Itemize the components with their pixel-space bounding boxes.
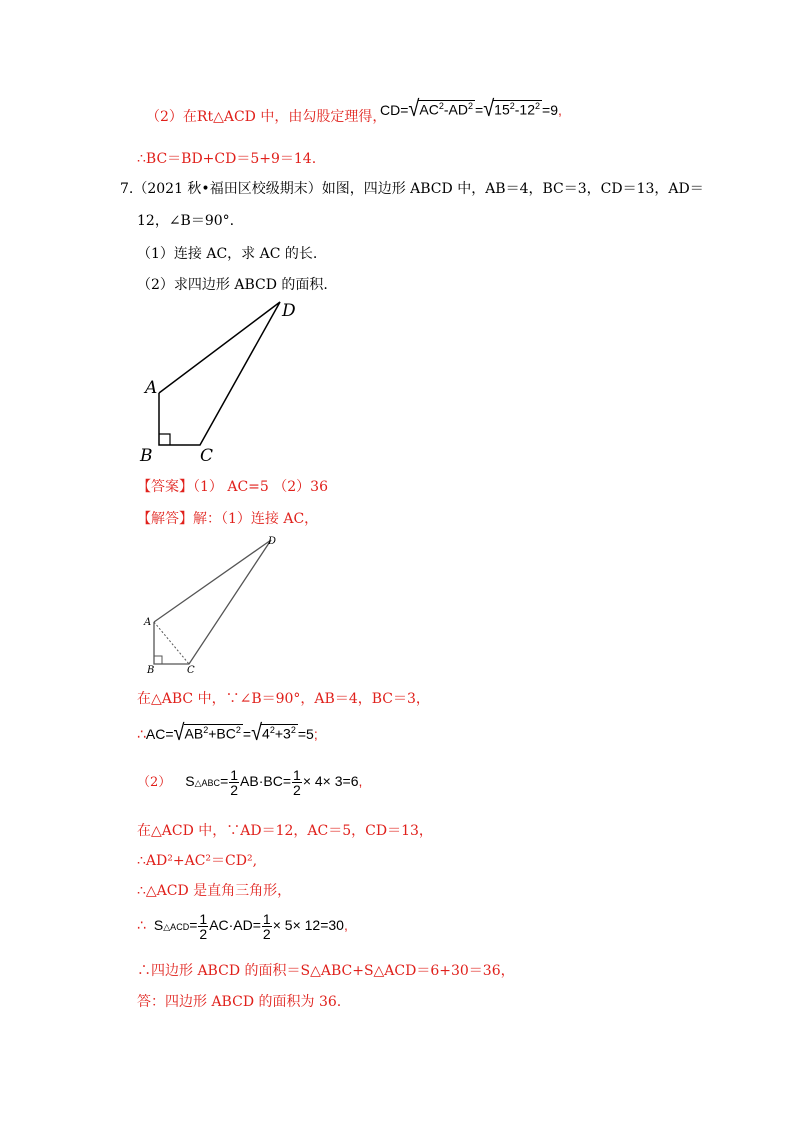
- figure-outline: [154, 540, 271, 664]
- answer-text: （1） AC=5 （2）36: [193, 479, 328, 495]
- fraction-numerator: 1: [293, 767, 301, 783]
- formula-text: AB: [184, 726, 204, 742]
- fraction-numerator: 1: [199, 911, 208, 927]
- solution-step-text: 在△ABC 中，∵∠B＝90°，AB＝4，BC＝3，: [137, 691, 430, 707]
- fraction-half: [262, 912, 272, 941]
- solution-head: [137, 510, 318, 528]
- right-angle-mark: [154, 656, 162, 664]
- formula-text: +BC: [208, 726, 236, 742]
- formula-text: -12: [514, 102, 535, 118]
- fraction-denominator: 2: [293, 782, 301, 798]
- fraction-half: [198, 912, 208, 941]
- formula-exp: 2: [203, 725, 209, 736]
- formula-exp: 2: [269, 725, 275, 736]
- formula-text: =5: [297, 726, 314, 742]
- question-subpart: （1）连接 AC，求 AC 的长.: [137, 246, 318, 262]
- formula-text: -AD: [443, 102, 468, 118]
- solution-step-text: （2）在Rt△ACD 中，由勾股定理得，: [146, 109, 387, 125]
- fraction-numerator: 1: [262, 911, 271, 927]
- diagonal-ac: [154, 622, 189, 664]
- vertex-label-b: B: [140, 446, 153, 466]
- formula-text: S: [185, 773, 195, 790]
- formula-text: =: [475, 102, 484, 118]
- formula-text: CD=: [380, 102, 409, 118]
- solution-step-text: ∴AD²+AC²＝CD²,: [137, 853, 258, 869]
- formula-text: =: [189, 917, 198, 934]
- formula-area-abc: [137, 768, 362, 797]
- fraction-numerator: 1: [230, 767, 239, 783]
- formula-text: 15: [494, 102, 510, 118]
- quadrilateral-figure-with-diagonal: [135, 530, 285, 680]
- solution-step-text: ∴△ACD 是直角三角形，: [137, 883, 292, 899]
- final-answer-text: 答：四边形 ABCD 的面积为 36.: [137, 994, 342, 1010]
- vertex-label-b: B: [147, 665, 155, 676]
- formula-ac: $\therefore AC=√AB^2+BC^2 =√4^2+3^2 =5$;: [137, 720, 318, 746]
- fraction-denominator: 2: [262, 926, 271, 942]
- vertex-label-d: D: [268, 536, 277, 547]
- formula-text: AC·AD=: [209, 917, 261, 934]
- formula-text: S: [153, 917, 164, 934]
- solution-step-text: ∴BC＝BD+CD＝5+9＝14.: [137, 151, 317, 167]
- answer-tag: 【答案】: [137, 479, 193, 495]
- quadrilateral-figure: [130, 295, 310, 470]
- vertex-label-c: C: [200, 446, 214, 466]
- question-subpart: （2）求四边形 ABCD 的面积.: [137, 277, 328, 293]
- formula-text: ,: [358, 773, 363, 790]
- formula-exp: 2: [535, 101, 541, 112]
- formula-exp: 2: [290, 725, 296, 736]
- fraction-denominator: 2: [199, 926, 208, 942]
- formula-text: （2）: [137, 775, 172, 791]
- formula-text: ∴: [137, 726, 146, 742]
- formula-text: 4: [262, 726, 270, 742]
- vertex-label-a: A: [144, 617, 152, 628]
- vertex-label-d: D: [282, 301, 296, 321]
- formula-text: =9: [542, 102, 558, 118]
- solution-step-text: 在△ACD 中，∵AD＝12，AC＝5，CD＝13，: [137, 823, 433, 839]
- formula-text: ∴: [137, 917, 146, 934]
- question-line: 12，∠B＝90°.: [137, 213, 235, 229]
- right-angle-mark: [159, 434, 170, 445]
- formula-text: +3: [274, 726, 291, 742]
- formula-text: AB·BC=: [240, 773, 292, 790]
- fraction-half: [292, 768, 302, 797]
- solution-step-text: ∴四边形 ABCD 的面积＝S△ABC+S△ACD＝6+30＝36，: [137, 963, 515, 979]
- solution-tag: 【解答】: [137, 511, 193, 527]
- formula-exp: 2: [235, 725, 241, 736]
- formula-exp: 2: [438, 101, 444, 112]
- formula-exp: 2: [509, 101, 515, 112]
- formula-text: AC=: [145, 726, 174, 742]
- formula-exp: 2: [467, 101, 473, 112]
- formula-text: ,: [557, 102, 562, 118]
- formula-text: × 5× 12=30: [272, 917, 344, 934]
- formula-text: ;: [313, 726, 318, 742]
- formula-text: ,: [343, 917, 348, 934]
- formula-cd: $CD=√AC^2-AD^2 =√15^2-12^2 =9$,: [380, 96, 562, 122]
- solution-text: 解：（1）连接 AC，: [193, 511, 319, 527]
- fraction-half: [229, 768, 239, 797]
- figure-outline: [159, 302, 280, 445]
- answer-line: [137, 478, 328, 496]
- formula-text: =: [242, 726, 252, 742]
- fraction-denominator: 2: [230, 782, 239, 798]
- formula-subscript: △ACD: [163, 922, 190, 933]
- formula-text: × 4× 3=6: [302, 773, 359, 790]
- vertex-label-a: A: [145, 378, 158, 398]
- question-line: 7.（2021 秋•福田区校级期末）如图，四边形 ABCD 中，AB＝4，BC＝3，CD＝13，AD＝: [120, 181, 704, 197]
- vertex-label-c: C: [187, 665, 195, 676]
- formula-area-acd: [137, 912, 348, 941]
- formula-subscript: △ABC: [194, 778, 221, 789]
- formula-text: =: [220, 773, 229, 790]
- formula-text: AC: [419, 102, 439, 118]
